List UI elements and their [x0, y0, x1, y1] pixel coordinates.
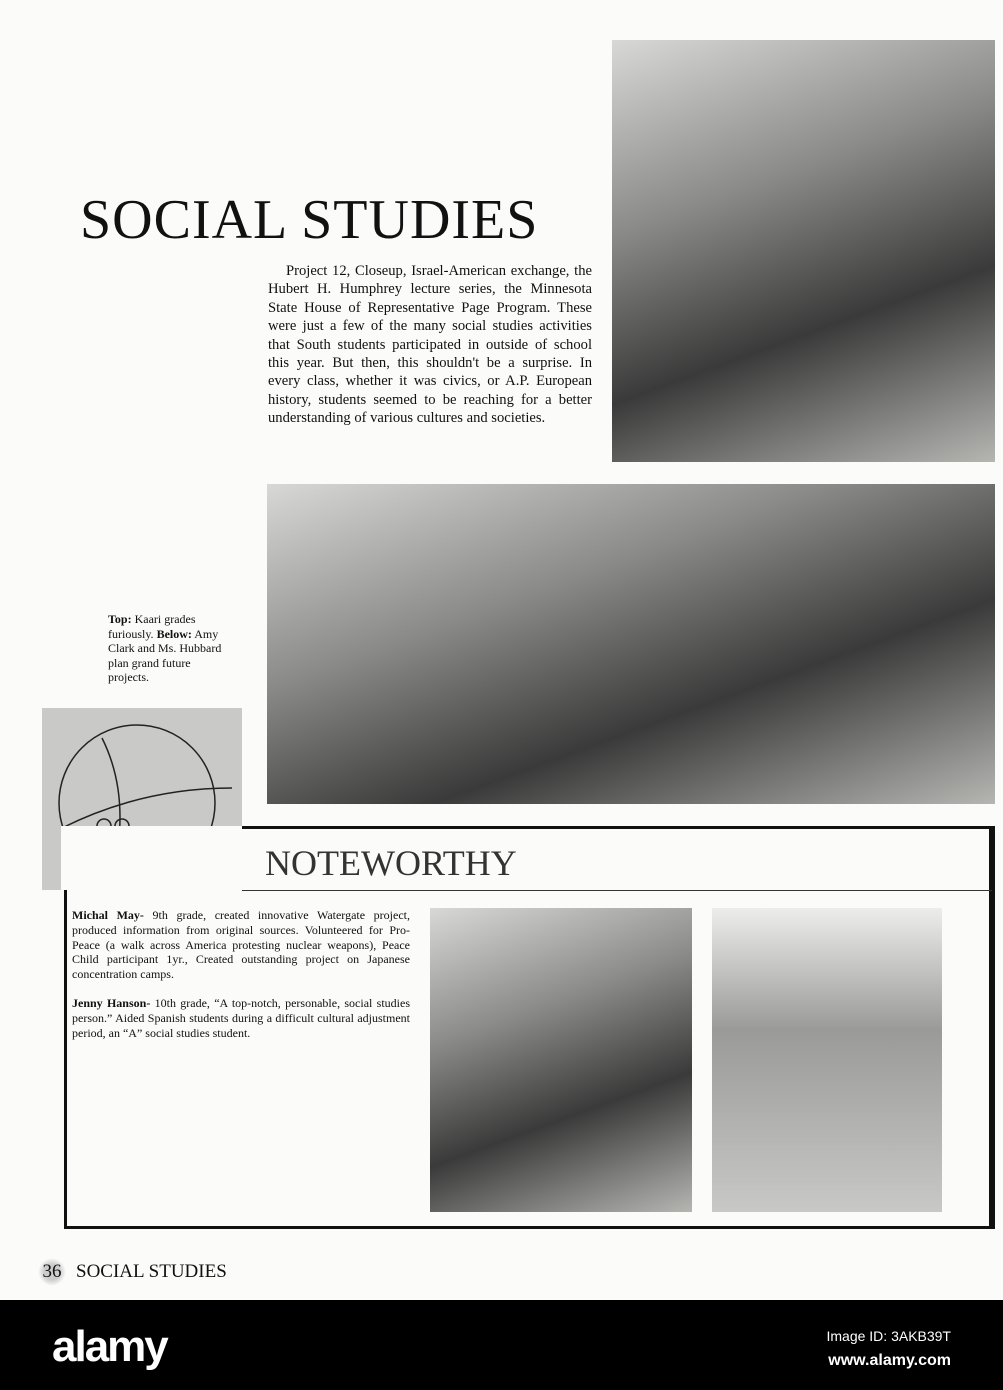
alamy-logo: alamy [52, 1322, 167, 1371]
box-gap [61, 826, 242, 890]
note-entry [72, 996, 410, 1040]
image-id: Image ID: 3AKB39T [826, 1328, 951, 1344]
page-footer [38, 1258, 227, 1286]
page-title: SOCIAL STUDIES [80, 189, 539, 251]
caption-below-text: Amy Clark and Ms. Hubbard plan grand future projects. [108, 626, 222, 684]
note-name: Jenny Hanson- [72, 995, 151, 1010]
intro-paragraph: Project 12, Closeup, Israel-American exchange, the Hubert H. Humphrey lecture series, the Minnesota State House of Representative Page Program. These were just a few of the many social studies activities that South students participated in outside of school this year. But then, this shouldn't be a surprise. In every class, whether it was civics, or A.P. European history, students seemed to be reaching for a better understanding of various cultures and societies. [268, 263, 592, 427]
photo-jenny-hanson [712, 908, 942, 1212]
watermark-url: www.alamy.com [828, 1352, 951, 1369]
photo-students-planning [267, 484, 995, 804]
note-text: 9th grade, created innovative Watergate project, produced information from original sources. Volunteered for Pro-Peace (a walk across America protesting nuclear weapons), Peace Child participant 1yr., Created outstanding project on Japanese concentration camps. [72, 908, 410, 982]
note-text: 10th grade, “A top-notch, personable, social studies person.” Aided Spanish students during a difficult cultural adjustment period, an “A” social studies student. [72, 995, 410, 1040]
box-right-rule [989, 826, 992, 1229]
watermark-band [0, 1300, 1003, 1390]
note-name: Michal May- [72, 908, 144, 922]
caption-top-label: Top: [108, 612, 132, 626]
caption-top-text: Kaari grades furiously. [108, 612, 196, 641]
photo-teacher-grading [612, 40, 995, 462]
noteworthy-rule [242, 890, 992, 891]
noteworthy-heading: NOTEWORTHY [265, 843, 517, 883]
photo-michal-may [430, 908, 692, 1212]
footer-section: SOCIAL STUDIES [76, 1261, 227, 1282]
box-top-rule [242, 826, 992, 829]
noteworthy-text [72, 908, 410, 1054]
photo-caption [108, 612, 232, 685]
page-number: 36 [38, 1258, 66, 1286]
caption-below-label: Below: [156, 626, 192, 641]
note-entry [72, 908, 410, 982]
